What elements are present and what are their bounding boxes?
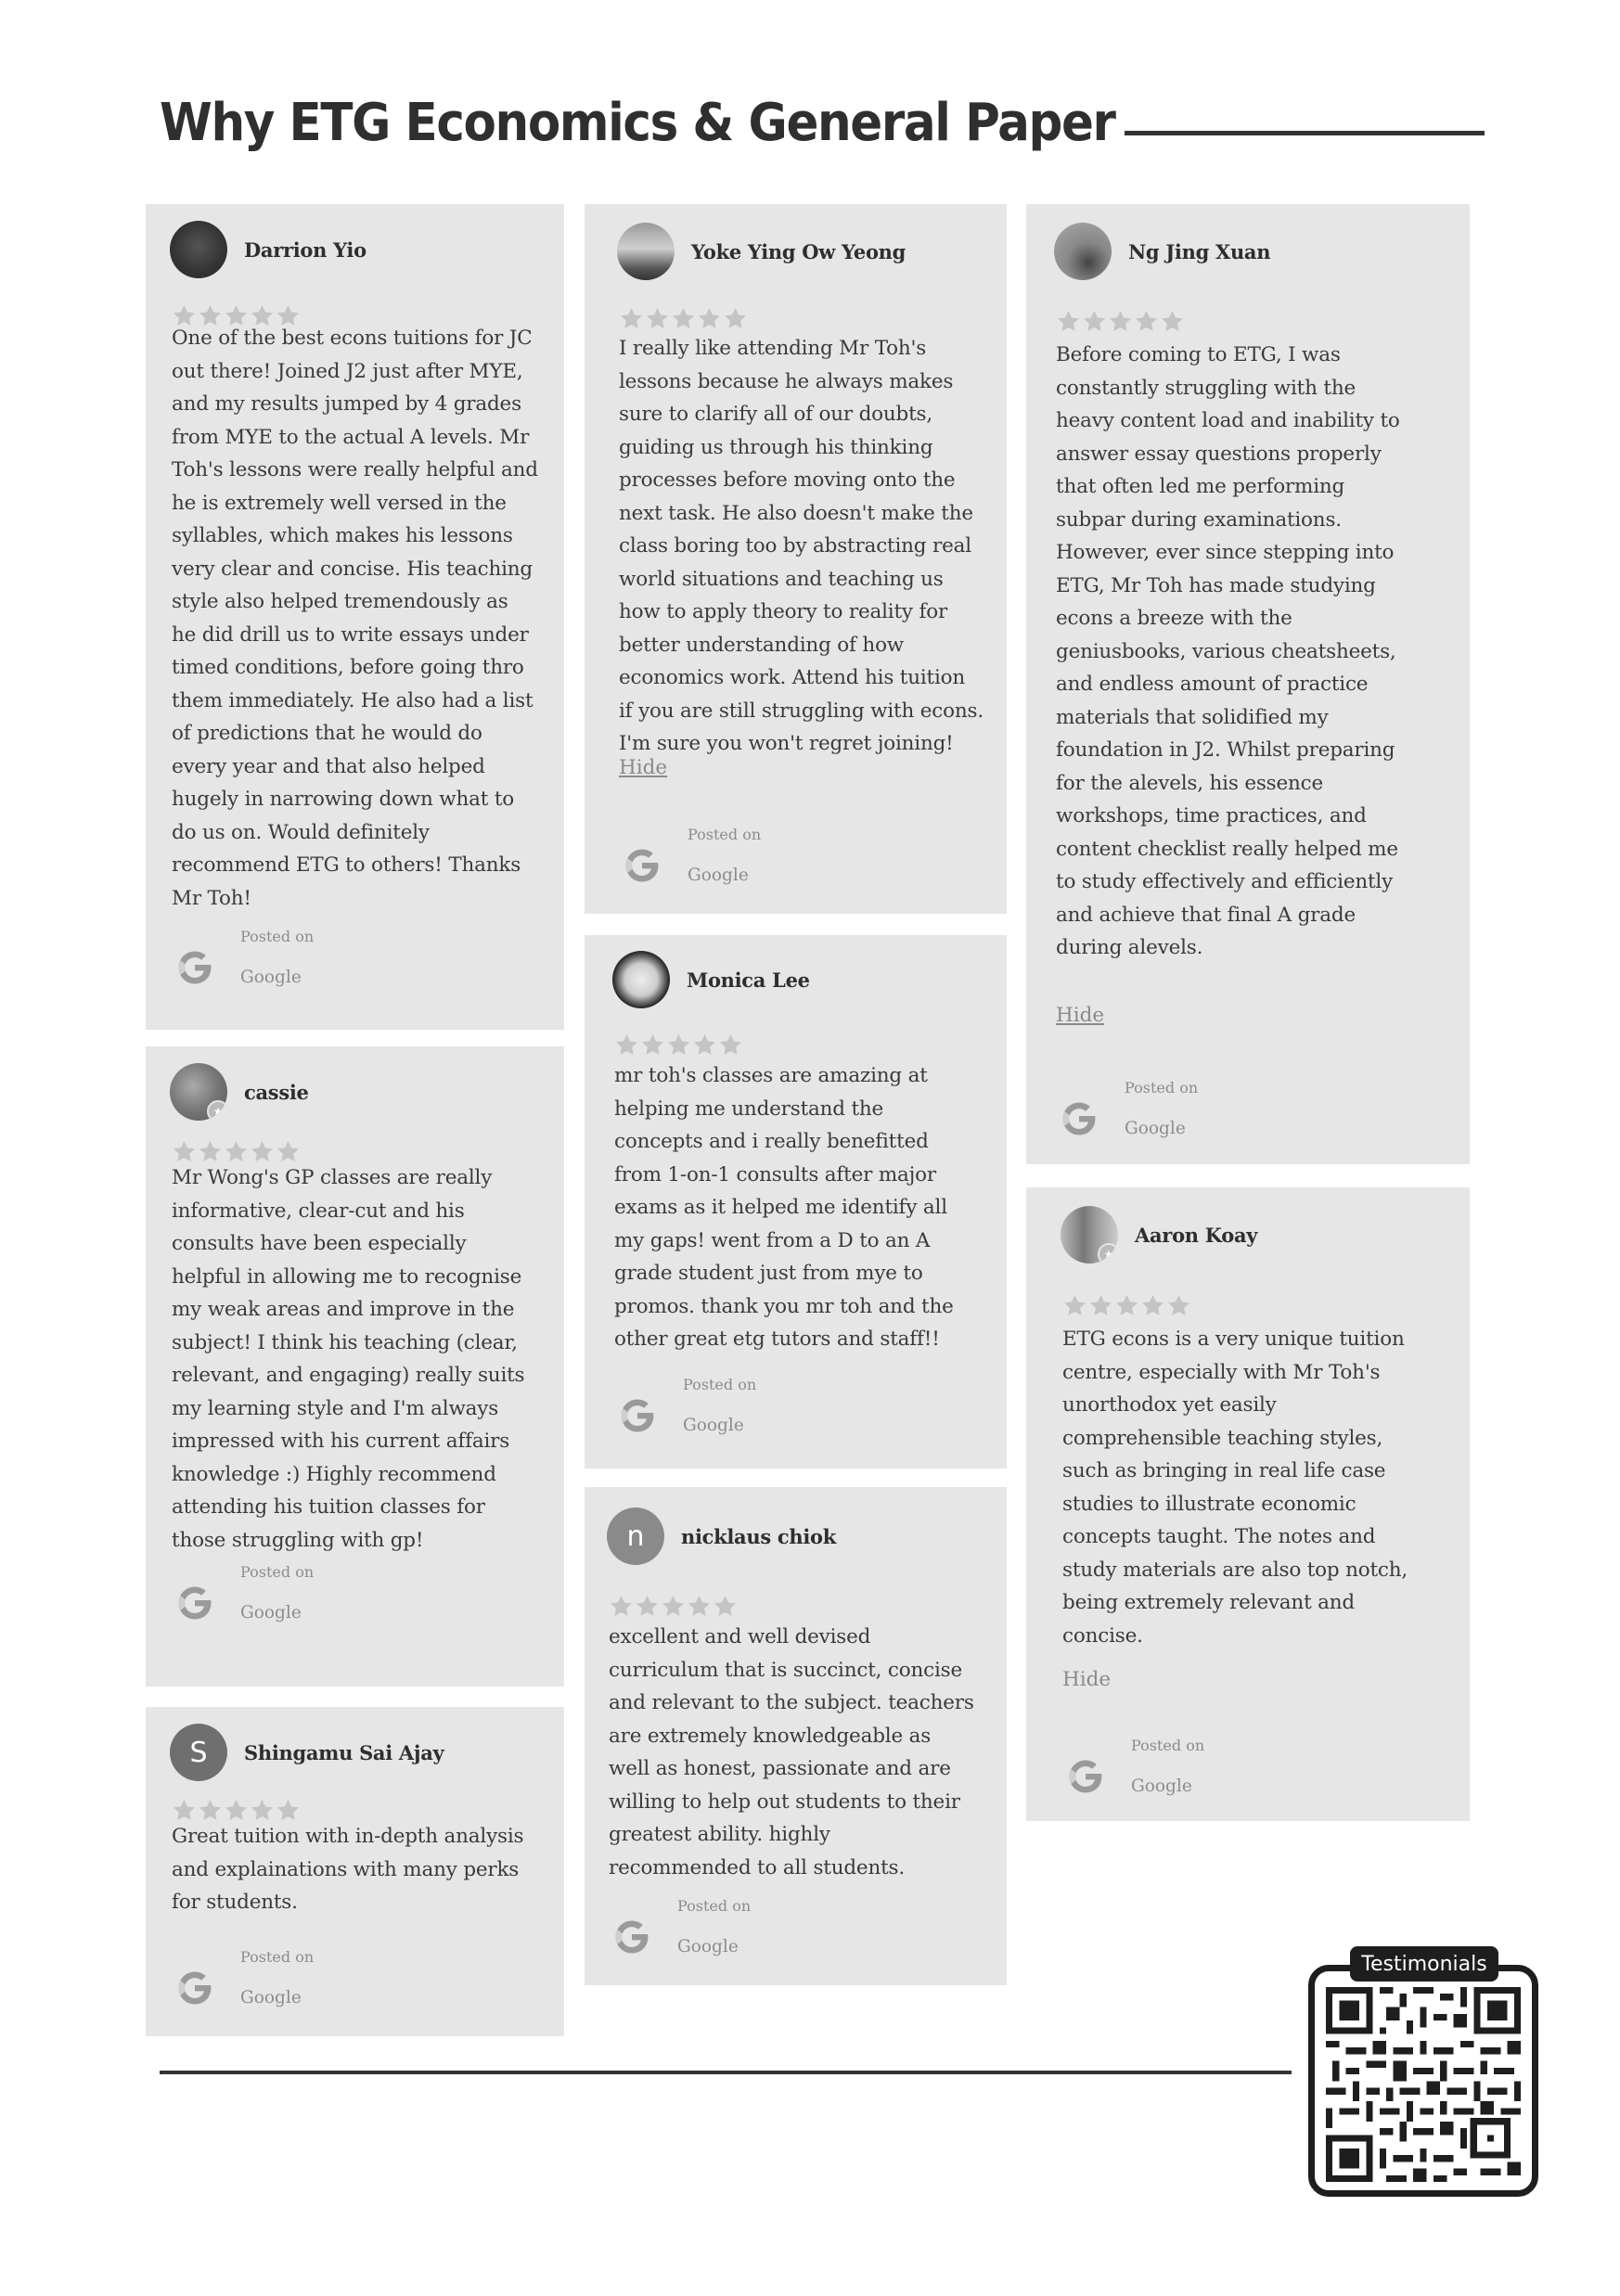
reviewer-header bbox=[1054, 223, 1270, 280]
source-label: Google bbox=[1131, 1777, 1192, 1796]
posted-on-label: Posted on bbox=[240, 1563, 315, 1581]
review-text-line: econs a breeze with the bbox=[1056, 607, 1292, 630]
review-text-line: answer essay questions properly bbox=[1056, 442, 1382, 466]
review-text-line: recommend ETG to others! Thanks bbox=[172, 853, 521, 877]
star-icon bbox=[713, 1594, 738, 1619]
reviewer-name[interactable]: Ng Jing Xuan bbox=[1128, 239, 1271, 263]
reviewer-header bbox=[1061, 1206, 1257, 1263]
review-text-line: materials that solidified my bbox=[1056, 705, 1329, 729]
avatar[interactable] bbox=[1054, 223, 1112, 280]
review-text-line: I really like attending Mr Toh's bbox=[619, 337, 927, 360]
posted-labels bbox=[677, 1897, 751, 1956]
review-text-line: do us on. Would definitely bbox=[172, 820, 430, 844]
google-g-icon bbox=[175, 1969, 214, 2007]
review-text-line: subpar during examinations. bbox=[1056, 507, 1342, 532]
posted-labels bbox=[683, 1376, 756, 1435]
review-text-line: guiding us through his thinking bbox=[619, 435, 933, 459]
review-text-line: ETG econs is a very unique tuition bbox=[1062, 1328, 1405, 1351]
star-icon bbox=[723, 306, 748, 331]
star-icon bbox=[666, 1033, 691, 1058]
star-icon bbox=[1160, 309, 1185, 334]
reviewer-header bbox=[607, 1507, 836, 1565]
review-text-line: those struggling with gp! bbox=[172, 1528, 424, 1552]
review-text-line: well as honest, passionate and are bbox=[609, 1757, 951, 1780]
star-icon bbox=[619, 306, 644, 331]
review-text-line: other great etg tutors and staff!! bbox=[614, 1328, 940, 1351]
avatar[interactable] bbox=[170, 221, 227, 278]
review-text-line: attending his tuition classes for bbox=[172, 1495, 485, 1519]
avatar[interactable] bbox=[612, 951, 670, 1008]
reviewer-header bbox=[612, 951, 810, 1008]
review-text-line: content checklist really helped me bbox=[1056, 837, 1398, 861]
avatar[interactable]: S bbox=[170, 1724, 227, 1781]
review-text-line: informative, clear-cut and his bbox=[172, 1199, 465, 1223]
reviewer-header bbox=[170, 1063, 309, 1121]
review-text bbox=[172, 1820, 523, 1919]
star-icon bbox=[1088, 1293, 1113, 1318]
review-text-line: every year and that also helped bbox=[172, 754, 485, 778]
posted-on-google[interactable] bbox=[1060, 1079, 1198, 1138]
star-icon bbox=[224, 1139, 249, 1164]
source-label: Google bbox=[688, 866, 749, 885]
source-label: Google bbox=[240, 1988, 302, 2007]
avatar[interactable] bbox=[170, 1063, 227, 1121]
star-icon bbox=[687, 1594, 712, 1619]
google-g-icon bbox=[175, 948, 214, 987]
star-icon bbox=[692, 1033, 717, 1058]
posted-on-google[interactable] bbox=[612, 1897, 751, 1956]
review-text-line: from MYE to the actual A levels. Mr bbox=[172, 425, 530, 449]
star-icon bbox=[172, 1139, 197, 1164]
hide-review-link[interactable]: Hide bbox=[619, 756, 668, 779]
star-rating bbox=[619, 306, 748, 331]
posted-labels bbox=[240, 928, 314, 987]
star-icon bbox=[697, 306, 722, 331]
review-text-line: and my results jumped by 4 grades bbox=[172, 392, 521, 416]
review-text-line: comprehensible teaching styles, bbox=[1062, 1426, 1383, 1450]
avatar[interactable]: n bbox=[607, 1507, 664, 1565]
posted-on-google[interactable] bbox=[175, 928, 314, 987]
review-text-line: concepts and i really benefitted bbox=[614, 1130, 929, 1153]
qr-code-icon[interactable] bbox=[1325, 1987, 1522, 2182]
review-text-line: helpful in allowing me to recognise bbox=[172, 1264, 522, 1289]
review-text-line: studies to illustrate economic bbox=[1062, 1492, 1356, 1516]
source-label: Google bbox=[1125, 1119, 1186, 1138]
review-text-line: grade student just from mye to bbox=[614, 1262, 923, 1285]
posted-labels bbox=[688, 826, 761, 885]
star-icon bbox=[224, 1798, 249, 1823]
review-text-line: heavy content load and inability to bbox=[1056, 409, 1400, 432]
posted-on-google[interactable] bbox=[1066, 1737, 1204, 1796]
hide-review-link[interactable]: Hide bbox=[1056, 1004, 1105, 1027]
star-icon bbox=[645, 306, 670, 331]
review-text bbox=[614, 1059, 954, 1356]
review-text-line: subject! I think his teaching (clear, bbox=[172, 1330, 518, 1354]
google-g-icon bbox=[1060, 1099, 1099, 1138]
review-text-line: Toh's lessons were really helpful and bbox=[172, 458, 538, 481]
posted-on-label: Posted on bbox=[683, 1376, 757, 1393]
review-text bbox=[609, 1621, 974, 1884]
reviewer-name[interactable]: Shingamu Sai Ajay bbox=[244, 1740, 444, 1764]
star-rating bbox=[172, 1139, 301, 1164]
review-text-line: style also helped tremendously as bbox=[172, 590, 508, 613]
star-icon bbox=[1108, 309, 1133, 334]
avatar[interactable] bbox=[617, 223, 675, 280]
reviewer-name[interactable]: Darrion Yio bbox=[244, 237, 366, 262]
posted-labels bbox=[1125, 1079, 1198, 1138]
posted-labels bbox=[1131, 1737, 1204, 1796]
review-text-line: hugely in narrowing down what to bbox=[172, 788, 514, 811]
review-text-line: curriculum that is succinct, concise bbox=[609, 1658, 963, 1682]
review-text-line: geniusbooks, various cheatsheets, bbox=[1056, 639, 1396, 663]
review-text-line: next task. He also doesn't make the bbox=[619, 501, 973, 525]
review-text-line: being extremely relevant and bbox=[1062, 1591, 1355, 1614]
review-text-line: excellent and well devised bbox=[609, 1625, 871, 1648]
star-icon bbox=[1056, 309, 1081, 334]
review-text-line: Before coming to ETG, I was bbox=[1056, 343, 1341, 366]
review-text-line: and explainations with many perks bbox=[172, 1857, 520, 1881]
posted-on-label: Posted on bbox=[240, 928, 315, 945]
source-label: Google bbox=[240, 1603, 302, 1623]
star-icon bbox=[276, 1139, 301, 1164]
review-text-line: syllables, which makes his lessons bbox=[172, 524, 513, 547]
review-text-line: processes before moving onto the bbox=[619, 468, 956, 492]
review-text-line: unorthodox yet easily bbox=[1062, 1393, 1277, 1417]
review-text-line: study materials are also top notch, bbox=[1062, 1558, 1408, 1582]
review-text-line: my weak areas and improve in the bbox=[172, 1298, 515, 1321]
local-guide-badge-icon: ★ bbox=[1098, 1243, 1118, 1263]
posted-on-label: Posted on bbox=[677, 1897, 752, 1915]
google-g-icon bbox=[1066, 1757, 1105, 1796]
review-text-line: mr toh's classes are amazing at bbox=[614, 1064, 928, 1087]
review-text-line: concise. bbox=[1062, 1623, 1143, 1648]
review-text-line: lessons because he always makes bbox=[619, 369, 954, 393]
review-text-line: class boring too by abstracting real bbox=[619, 534, 971, 558]
review-text-line: consults have been especially bbox=[172, 1232, 467, 1255]
review-text-line: timed conditions, before going thro bbox=[172, 656, 524, 679]
review-text-line: foundation in J2. Whilst preparing bbox=[1056, 738, 1395, 762]
posted-labels bbox=[240, 1563, 314, 1623]
posted-labels bbox=[240, 1948, 314, 2007]
star-rating bbox=[1056, 309, 1185, 334]
hide-review-link[interactable]: Hide bbox=[1062, 1668, 1112, 1691]
star-rating bbox=[614, 1033, 743, 1058]
review-text bbox=[1062, 1323, 1408, 1652]
review-text bbox=[172, 322, 538, 915]
review-text-line: and relevant to the subject. teachers bbox=[609, 1691, 974, 1714]
review-text-line: that often led me performing bbox=[1056, 475, 1345, 498]
review-text-line: for the alevels, his essence bbox=[1056, 771, 1324, 795]
review-text-line: sure to clarify all of our doubts, bbox=[619, 403, 933, 426]
google-g-icon bbox=[618, 1396, 657, 1435]
review-text-line: greatest ability. highly bbox=[609, 1823, 830, 1846]
review-text-line: One of the best econs tuitions for JC bbox=[172, 327, 533, 350]
review-text-line: my gaps! went from a D to an A bbox=[614, 1228, 931, 1252]
review-text-line: economics work. Attend his tuition bbox=[619, 666, 966, 689]
star-icon bbox=[1140, 1293, 1165, 1318]
review-text-line: helping me understand the bbox=[614, 1097, 884, 1121]
star-rating bbox=[609, 1594, 738, 1619]
star-icon bbox=[250, 1139, 275, 1164]
footer-divider bbox=[160, 2071, 1292, 2074]
review-text-line: for students. bbox=[172, 1891, 298, 1914]
avatar[interactable] bbox=[1061, 1206, 1118, 1263]
star-icon bbox=[718, 1033, 743, 1058]
review-text bbox=[172, 1161, 524, 1557]
source-label: Google bbox=[240, 968, 302, 987]
review-text-line: from 1-on-1 consults after major bbox=[614, 1162, 936, 1186]
review-text-line: workshops, time practices, and bbox=[1056, 804, 1367, 827]
reviewer-name[interactable]: Monica Lee bbox=[687, 968, 810, 992]
review-text-line: better understanding of how bbox=[619, 633, 905, 657]
title-divider bbox=[1125, 131, 1485, 135]
review-text-line: Great tuition with in-depth analysis bbox=[172, 1825, 524, 1848]
posted-on-label: Posted on bbox=[240, 1948, 315, 1966]
star-icon bbox=[1082, 309, 1107, 334]
star-icon bbox=[198, 1139, 223, 1164]
review-text-line: impressed with his current affairs bbox=[172, 1430, 510, 1453]
star-icon bbox=[1062, 1293, 1087, 1318]
review-text-line: promos. thank you mr toh and the bbox=[614, 1294, 954, 1318]
review-text-line: very clear and concise. His teaching bbox=[172, 557, 533, 581]
review-text-line: centre, especially with Mr Toh's bbox=[1062, 1360, 1381, 1384]
star-icon bbox=[635, 1594, 660, 1619]
reviewer-name[interactable]: Aaron Koay bbox=[1135, 1223, 1258, 1247]
review-text-line: if you are still struggling with econs. bbox=[619, 699, 984, 723]
google-g-icon bbox=[612, 1918, 651, 1956]
review-text bbox=[619, 332, 984, 761]
star-icon bbox=[172, 1798, 197, 1823]
google-g-icon bbox=[623, 846, 662, 885]
local-guide-badge-icon: ★ bbox=[207, 1100, 227, 1121]
posted-on-label: Posted on bbox=[1131, 1737, 1205, 1754]
star-icon bbox=[1114, 1293, 1139, 1318]
posted-on-google[interactable] bbox=[175, 1948, 314, 2007]
reviewer-name[interactable]: Yoke Ying Ow Yeong bbox=[691, 239, 906, 263]
review-text-line: Mr Wong's GP classes are really bbox=[172, 1166, 493, 1189]
review-text-line: and achieve that final A grade bbox=[1056, 903, 1356, 927]
review-text-line: constantly struggling with the bbox=[1056, 376, 1356, 400]
review-text-line: out there! Joined J2 just after MYE, bbox=[172, 359, 523, 383]
google-g-icon bbox=[175, 1584, 214, 1623]
star-icon bbox=[1166, 1293, 1191, 1318]
review-text-line: he did drill us to write essays under bbox=[172, 622, 529, 647]
source-label: Google bbox=[683, 1416, 744, 1435]
qr-label: Testimonials bbox=[1350, 1946, 1498, 1982]
review-text-line: ETG, Mr Toh has made studying bbox=[1056, 573, 1376, 597]
review-text-line: and endless amount of practice bbox=[1056, 673, 1369, 696]
review-text-line: are extremely knowledgeable as bbox=[609, 1724, 932, 1748]
review-text-line: concepts taught. The notes and bbox=[1062, 1525, 1376, 1548]
review-text-line: of predictions that he would do bbox=[172, 722, 482, 745]
review-text-line: However, ever since stepping into bbox=[1056, 541, 1395, 564]
star-icon bbox=[614, 1033, 639, 1058]
reviewer-name[interactable]: cassie bbox=[244, 1080, 309, 1104]
review-text bbox=[1056, 339, 1400, 965]
star-icon bbox=[671, 306, 696, 331]
star-icon bbox=[276, 1798, 301, 1823]
review-text-line: he is extremely well versed in the bbox=[172, 491, 507, 515]
star-rating bbox=[172, 1798, 301, 1823]
review-text-line: recommended to all students. bbox=[609, 1855, 905, 1879]
star-icon bbox=[1134, 309, 1159, 334]
posted-on-google[interactable] bbox=[618, 1376, 756, 1435]
review-text-line: how to apply theory to reality for bbox=[619, 600, 948, 623]
reviewer-name[interactable]: nicklaus chiok bbox=[681, 1524, 836, 1548]
posted-on-google[interactable] bbox=[175, 1563, 314, 1623]
review-text-line: Mr Toh! bbox=[172, 886, 251, 910]
posted-on-label: Posted on bbox=[1125, 1079, 1199, 1097]
reviewer-header bbox=[170, 221, 366, 278]
posted-on-google[interactable] bbox=[623, 826, 761, 885]
source-label: Google bbox=[677, 1937, 739, 1956]
reviewer-header bbox=[617, 223, 906, 280]
review-text-line: relevant, and engaging) really suits bbox=[172, 1364, 525, 1387]
star-icon bbox=[250, 1798, 275, 1823]
star-icon bbox=[661, 1594, 686, 1619]
review-text-line: I'm sure you won't regret joining! bbox=[619, 732, 954, 755]
review-text-line: willing to help out students to their bbox=[609, 1789, 960, 1814]
review-text-line: such as bringing in real life case bbox=[1062, 1459, 1386, 1482]
review-text-line: exams as it helped me identify all bbox=[614, 1196, 947, 1219]
reviewer-header bbox=[170, 1724, 444, 1781]
review-text-line: during alevels. bbox=[1056, 936, 1203, 959]
star-icon bbox=[640, 1033, 665, 1058]
review-text-line: them immediately. He also had a list bbox=[172, 688, 534, 712]
star-icon bbox=[609, 1594, 634, 1619]
review-text-line: my learning style and I'm always bbox=[172, 1396, 499, 1420]
review-text-line: to study effectively and efficiently bbox=[1056, 870, 1394, 893]
review-text-line: knowledge :) Highly recommend bbox=[172, 1462, 496, 1486]
star-icon bbox=[198, 1798, 223, 1823]
star-rating bbox=[1062, 1293, 1191, 1318]
review-text-line: world situations and teaching us bbox=[619, 567, 944, 591]
posted-on-label: Posted on bbox=[688, 826, 762, 843]
page-title: Why ETG Economics & General Paper bbox=[160, 93, 1115, 153]
